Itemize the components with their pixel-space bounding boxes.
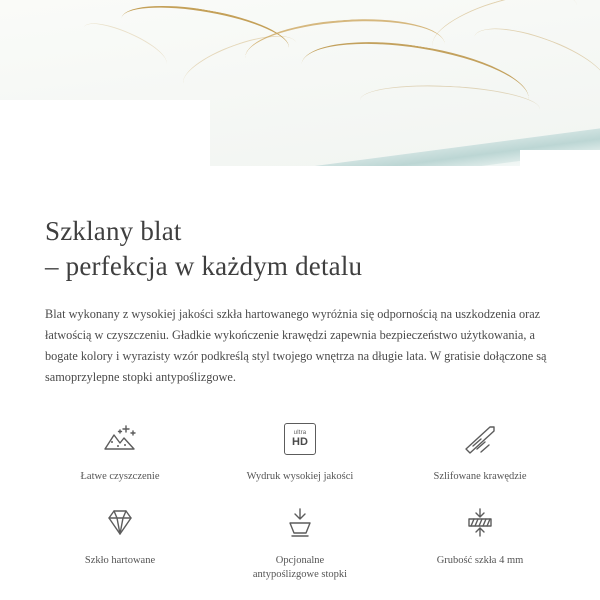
- hero-mask-bottom: [0, 166, 600, 196]
- feature-label-line-2: antypoślizgowe stopki: [252, 569, 348, 580]
- feature-label: [253, 554, 347, 582]
- sparkle-mountain-icon: [97, 418, 143, 460]
- feature-label: Wydruk wysokiej jakości: [246, 471, 354, 482]
- ultra-hd-icon: [277, 418, 323, 460]
- ultra-hd-badge-bottom: HD: [292, 436, 308, 448]
- feature-label: Szkło hartowane: [84, 555, 156, 566]
- feature-label: Grubość szkła 4 mm: [436, 555, 524, 566]
- page-title: [45, 214, 555, 284]
- description-paragraph: Blat wykonany z wysokiej jakości szkła hartowanego wyróżnia się odpornością na uszkodzenia oraz łatwością w czyszczeniu. Gładkie wykończenie krawędzi zapewnia bezpieczeństwo użytkowania, a bogate kolory i wyrazisty wzór podkreślą styl twojego wnętrza na długie lata. W gratisie dołączone są samoprzylepne stopki antypoślizgowe.: [45, 307, 547, 384]
- polished-edge-icon: [457, 418, 503, 460]
- description-content: [0, 196, 600, 388]
- feature-label: Łatwe czyszczenie: [80, 471, 160, 482]
- feature-item-easy-cleaning: [30, 418, 210, 484]
- feature-item-polished-edges: [390, 418, 570, 484]
- feature-label: Szlifowane krawędzie: [433, 471, 527, 482]
- hero-product-image: [0, 0, 600, 196]
- feature-item-tempered-glass: [30, 502, 210, 582]
- headline-line-2: – perfekcja w każdym detalu: [45, 251, 363, 281]
- diamond-icon: [97, 502, 143, 544]
- feature-grid: [0, 418, 600, 582]
- feature-item-glass-thickness: [390, 502, 570, 582]
- ultra-hd-badge-top: ultra: [293, 430, 307, 436]
- feature-item-print-quality: [210, 418, 390, 484]
- headline-line-1: Szklany blat: [45, 216, 182, 246]
- feature-item-anti-slip-feet: [210, 502, 390, 582]
- feature-label-line-1: Opcjonalne: [275, 555, 325, 566]
- thickness-arrows-icon: [457, 502, 503, 544]
- anti-slip-foot-icon: [277, 502, 323, 544]
